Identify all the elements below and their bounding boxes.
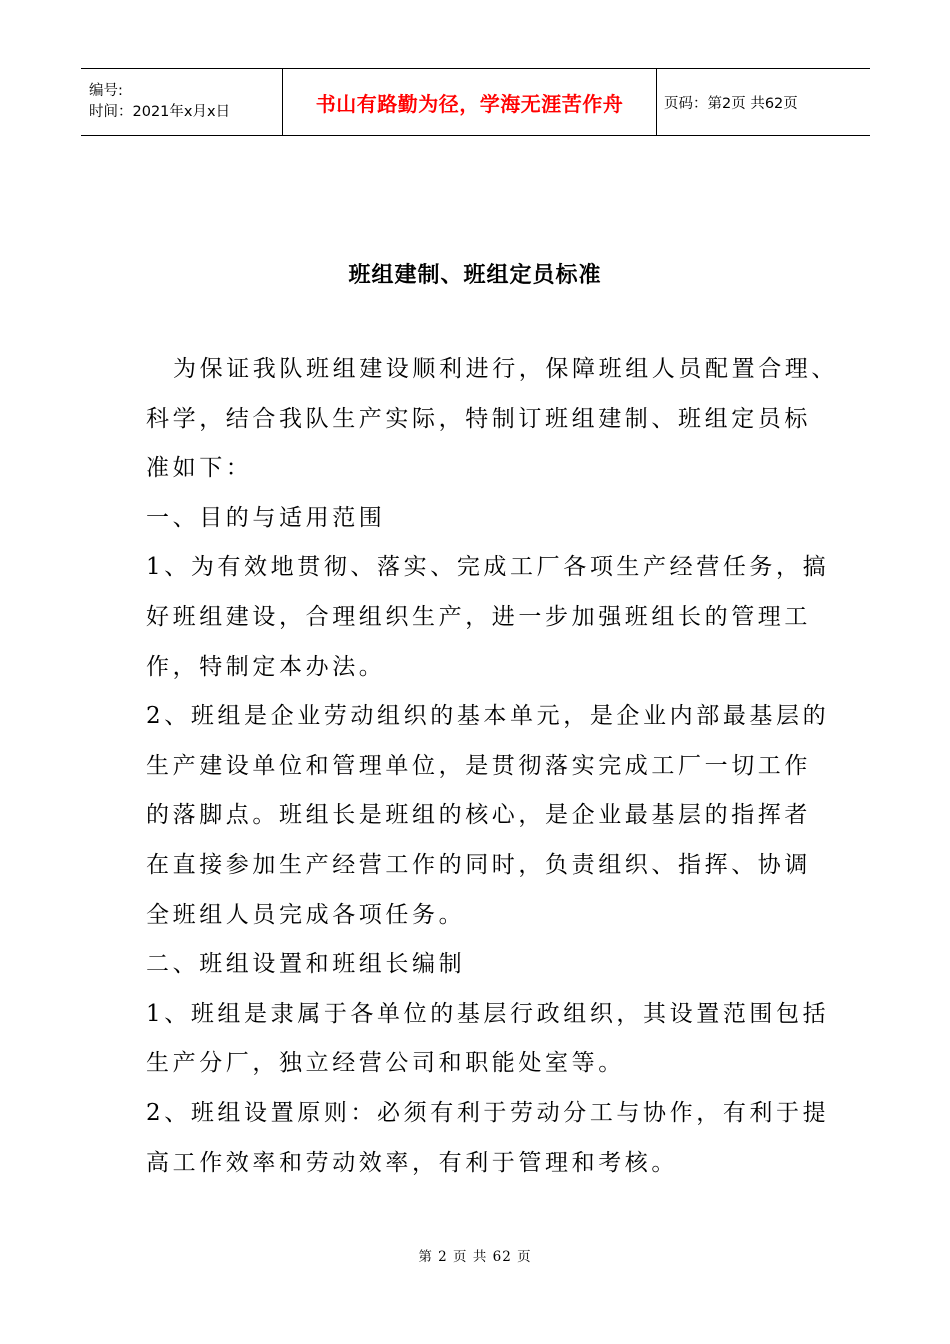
body-line: 生产建设单位和管理单位，是贯彻落实完成工厂一切工作 xyxy=(146,752,811,779)
body-line: 1、班组是隶属于各单位的基层行政组织，其设置范围包括 xyxy=(146,1000,830,1027)
body-line: 的落脚点。班组长是班组的核心，是企业最基层的指挥者 xyxy=(146,802,811,829)
header-page-info: 页码：第2页 共62页 xyxy=(664,95,798,112)
document-number-label: 编号: xyxy=(89,83,123,99)
document-body xyxy=(146,345,838,1188)
body-line: 1、为有效地贯彻、落实、完成工厂各项生产经营任务，搞 xyxy=(146,554,830,581)
body-line: 在直接参加生产经营工作的同时，负责组织、指挥、协调 xyxy=(146,851,811,878)
body-line: 准如下： xyxy=(146,455,253,482)
body-line: 全班组人员完成各项任务。 xyxy=(146,901,466,928)
body-line: 2、班组是企业劳动组织的基本单元，是企业内部最基层的 xyxy=(146,703,830,730)
header-motto: 书山有路勤为径，学海无涯苦作舟 xyxy=(283,69,657,135)
body-line: 好班组建设，合理组织生产，进一步加强班组长的管理工 xyxy=(146,603,811,630)
body-line: 2、班组设置原则：必须有利于劳动分工与协作，有利于提 xyxy=(146,1099,830,1126)
header-meta xyxy=(81,69,283,135)
body-line: 作，特制定本办法。 xyxy=(146,653,386,680)
section-heading: 二、班组设置和班组长编制 xyxy=(146,951,466,978)
page-header xyxy=(81,68,870,136)
body-line: 为保证我队班组建设顺利进行，保障班组人员配置合理、 xyxy=(173,356,838,382)
body-line: 高工作效率和劳动效率，有利于管理和考核。 xyxy=(146,1149,678,1176)
body-line: 生产分厂，独立经营公司和职能处室等。 xyxy=(146,1050,625,1077)
body-line: 科学，结合我队生产实际，特制订班组建制、班组定员标 xyxy=(146,405,811,432)
document-date: 时间：2021年x月x日 xyxy=(89,104,231,120)
page-footer: 第 2 页 共 62 页 xyxy=(418,1249,532,1265)
section-heading: 一、目的与适用范围 xyxy=(146,504,386,531)
document-title: 班组建制、班组定员标准 xyxy=(348,263,602,288)
